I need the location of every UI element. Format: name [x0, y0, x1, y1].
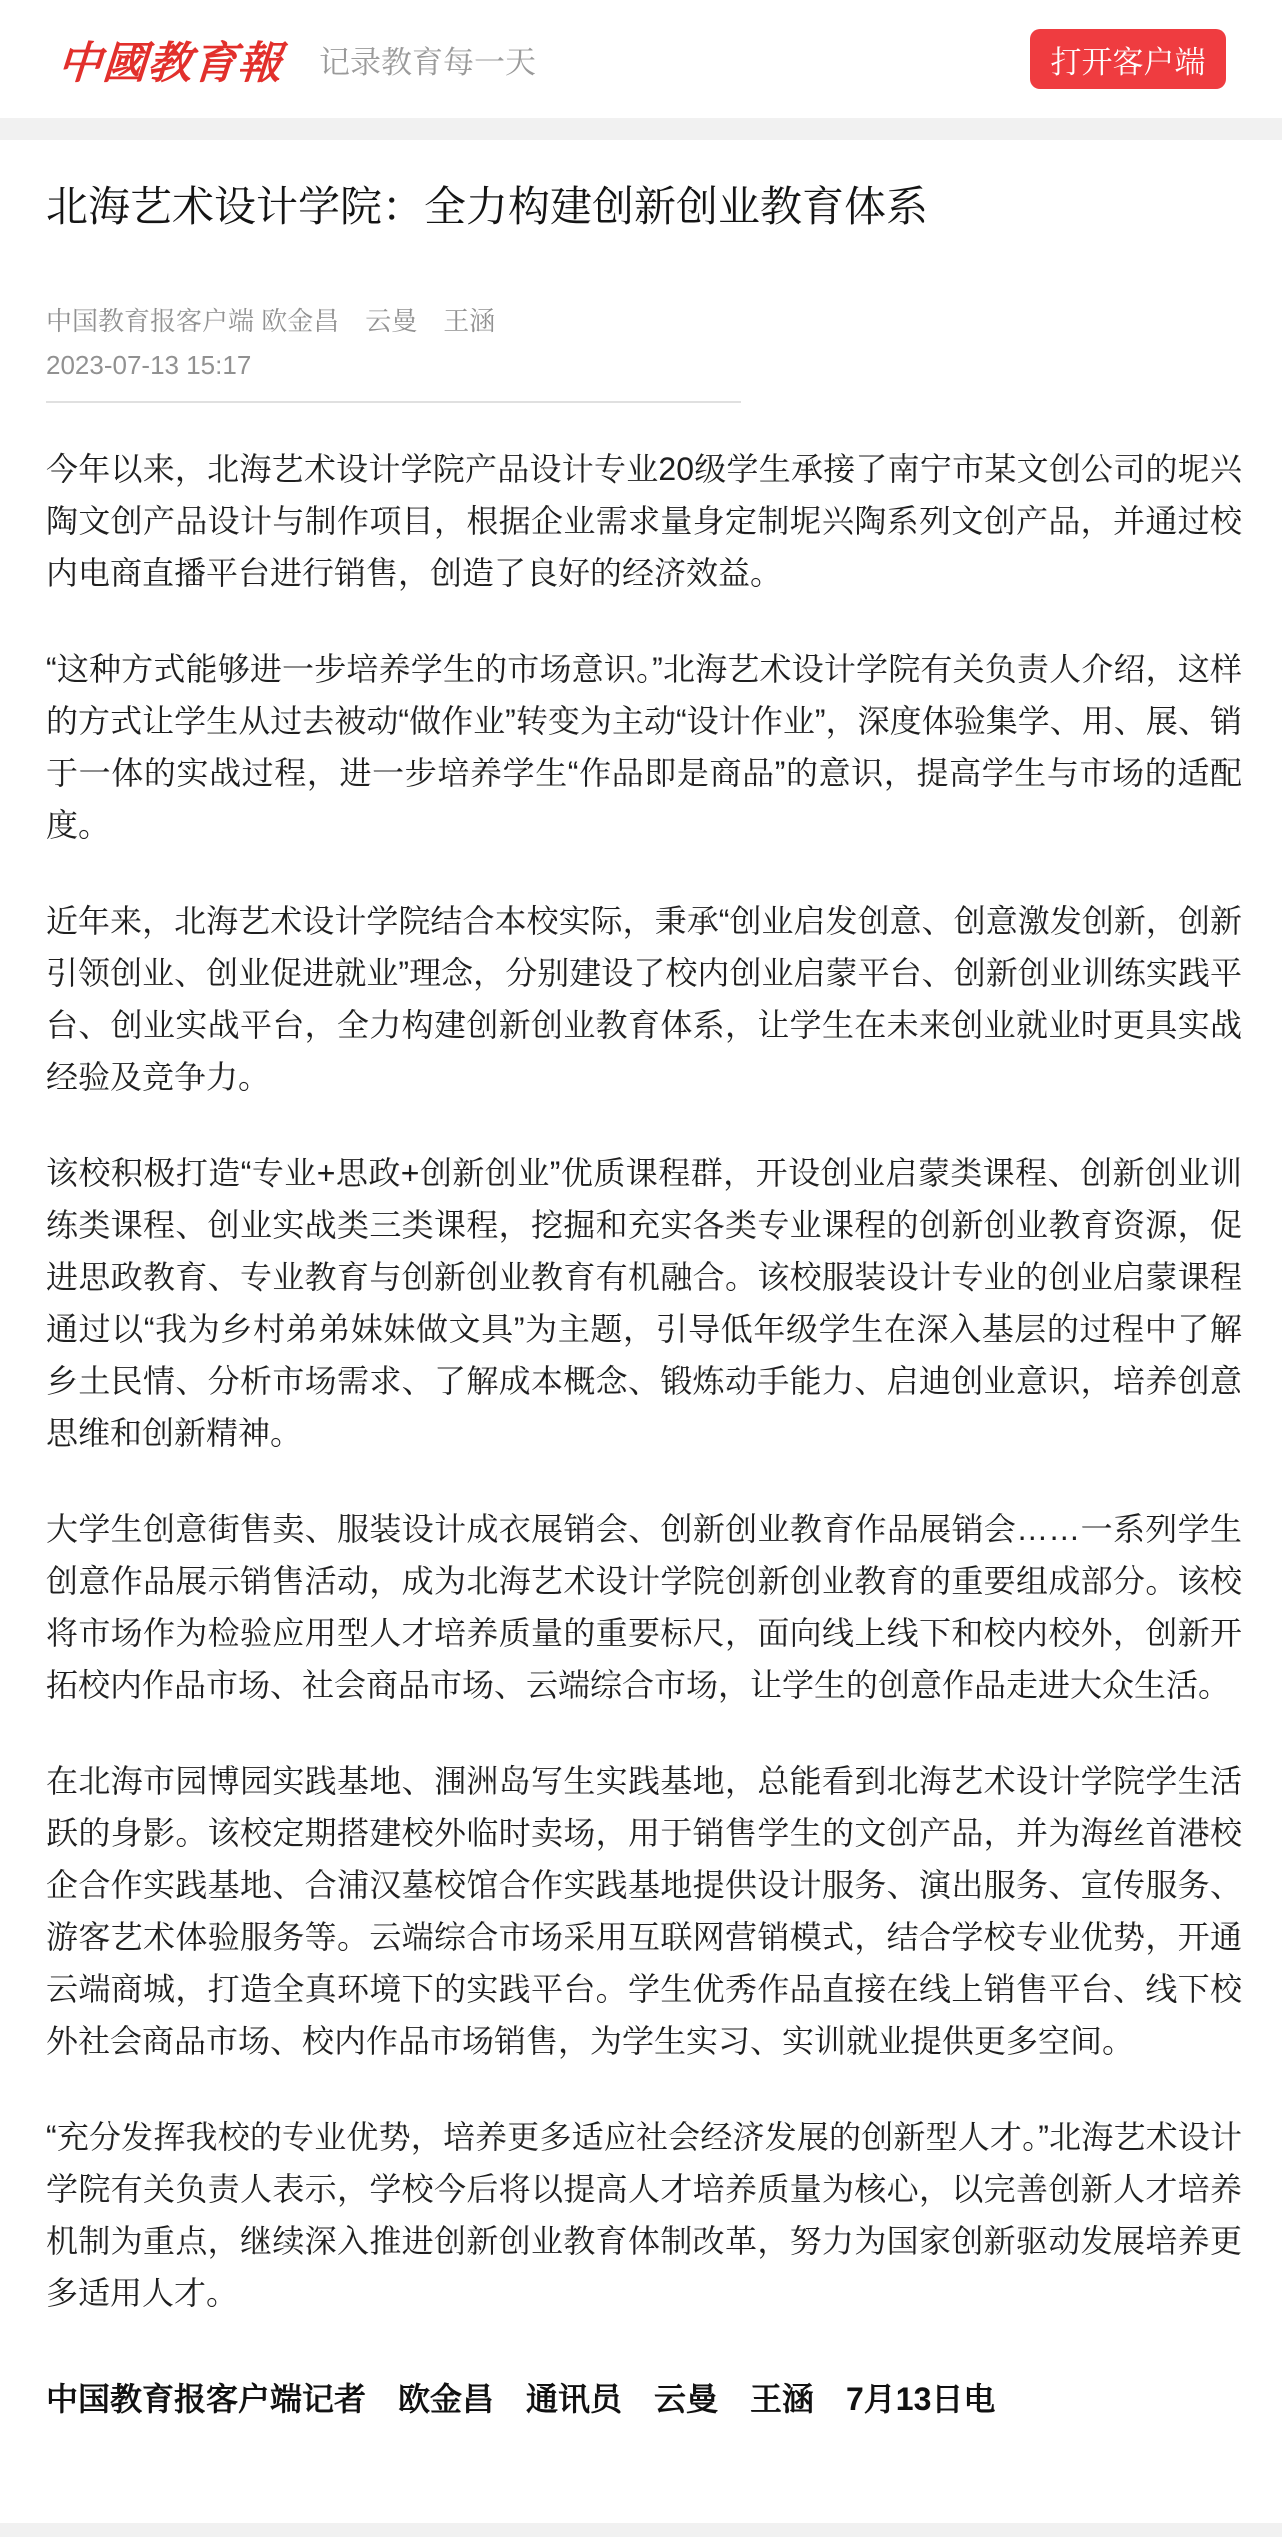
- open-app-button[interactable]: 打开客户端: [1030, 29, 1226, 89]
- article: [0, 180, 1282, 2423]
- app-header: [0, 0, 1282, 118]
- article-title: 北海艺术设计学院：全力构建创新创业教育体系: [46, 183, 929, 230]
- article-footer-byline: 中国教育报客户端记者 欧金昌 通讯员 云曼 王涵 7月13日电: [46, 2380, 996, 2417]
- article-date: 2023-07-13 15:17: [46, 349, 252, 380]
- article-paragraph: 近年来，北海艺术设计学院结合本校实际，秉承“创业启发创意、创意激发创新，创新引领创业、创业促进就业”理念，分别建设了校内创业启蒙平台、创新创业训练实践平台、创业实战平台，全力构建创新创业教育体系，让学生在未来创业就业时更具实战经验及竞争力。: [46, 902, 1242, 1095]
- article-paragraph: 大学生创意街售卖、服装设计成衣展销会、创新创业教育作品展销会……一系列学生创意作品展示销售活动，成为北海艺术设计学院创新创业教育的重要组成部分。该校将市场作为检验应用型人才培养质量的重要标尺，面向线上线下和校内校外，创新开拓校内作品市场、社会商品市场、云端综合市场，让学生的创意作品走进大众生活。: [46, 1510, 1242, 1703]
- byline-divider: [46, 401, 741, 403]
- article-paragraph: 该校积极打造“专业+思政+创新创业”优质课程群，开设创业启蒙类课程、创新创业训练类课程、创业实战类三类课程，挖掘和充实各类专业课程的创新创业教育资源，促进思政教育、专业教育与创新创业教育有机融合。该校服装设计专业的创业启蒙课程通过以“我为乡村弟弟妹妹做文具”为主题，引导低年级学生在深入基层的过程中了解乡土民情、分析市场需求、了解成本概念、锻炼动手能力、启迪创业意识，培养创意思维和创新精神。: [46, 1154, 1242, 1451]
- article-meta: [46, 299, 1242, 387]
- article-paragraph: “充分发挥我校的专业优势，培养更多适应社会经济发展的创新型人才。”北海艺术设计学院有关负责人表示，学校今后将以提高人才培养质量为核心，以完善创新人才培养机制为重点，继续深入推进创新创业教育体制改革，努力为国家创新驱动发展培养更多适用人才。: [46, 2118, 1242, 2311]
- article-body: [46, 443, 1242, 2319]
- article-paragraph: 今年以来，北海艺术设计学院产品设计专业20级学生承接了南宁市某文创公司的坭兴陶文创产品设计与制作项目，根据企业需求量身定制坭兴陶系列文创产品，并通过校内电商直播平台进行销售，创造了良好的经济效益。: [46, 450, 1242, 591]
- brand-tagline: 记录教育每一天: [319, 44, 536, 80]
- article-byline: 中国教育报客户端 欧金昌 云曼 王涵: [46, 305, 496, 336]
- brand-logo[interactable]: 中國教育報: [55, 38, 285, 89]
- header-divider-band: [0, 118, 1282, 140]
- article-paragraph: “这种方式能够进一步培养学生的市场意识。”北海艺术设计学院有关负责人介绍，这样的方式让学生从过去被动“做作业”转变为主动“设计作业”，深度体验集学、用、展、销于一体的实战过程，进一步培养学生“作品即是商品”的意识，提高学生与市场的适配度。: [46, 650, 1242, 843]
- bottom-band: [0, 2523, 1282, 2537]
- article-paragraph: 在北海市园博园实践基地、涠洲岛写生实践基地，总能看到北海艺术设计学院学生活跃的身影。该校定期搭建校外临时卖场，用于销售学生的文创产品，并为海丝首港校企合作实践基地、合浦汉墓校馆合作实践基地提供设计服务、演出服务、宣传服务、游客艺术体验服务等。云端综合市场采用互联网营销模式，结合学校专业优势，开通云端商城，打造全真环境下的实践平台。学生优秀作品直接在线上销售平台、线下校外社会商品市场、校内作品市场销售，为学生实习、实训就业提供更多空间。: [46, 1762, 1242, 2059]
